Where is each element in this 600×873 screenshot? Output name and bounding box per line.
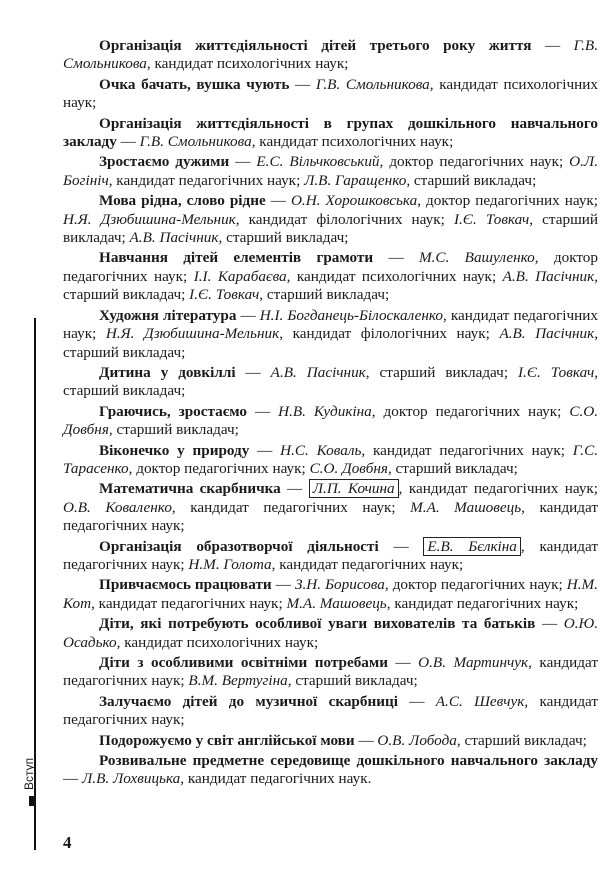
dash: — [245, 363, 261, 381]
author-name: О.В. Мартинчук [418, 654, 529, 671]
entry-end: ; [574, 594, 579, 612]
entry-end: ; [413, 672, 418, 690]
entry-title: Мова рідна, слово рідне [99, 192, 266, 210]
author-role: старший викладач [226, 229, 345, 247]
author-role: кандидат педагогічних наук [116, 171, 297, 189]
author-name: Н.В. Кудикіна [278, 402, 372, 420]
entry-end: ; [180, 517, 185, 535]
author-role: старший викладач [63, 382, 182, 400]
author-name: О.Н. Хорошковська [290, 192, 418, 210]
dash: — [120, 133, 136, 151]
contributor-entry: Мова рідна, слово рідне — О.Н. Хорошковська, доктор педагогічних наук; Н.Я. Дзюбишина-Мельник, кандидат філологічних наук; І.Є. Товкач, старший викладач; А.В. Пасічник, старший викладач; [63, 192, 599, 247]
author-role: кандидат педагогічних наук [372, 441, 561, 459]
author-name: Н.С. Коваль [280, 441, 362, 459]
author-name: Г.В. Смольникова [139, 133, 252, 151]
contributor-entry: Організація життєдіяльності дітей третього року життя — Г.В. Смольникова, кандидат психологічних наук; [63, 37, 598, 73]
author-name: Н.М. Кот [63, 576, 598, 612]
contributor-entry: Граючись, зростаємо — Н.В. Кудикіна, доктор педагогічних наук; С.О. Довбня, старший викладач; [63, 402, 599, 439]
dash: — [254, 402, 271, 420]
author-role: кандидат педагогічних наук [187, 770, 368, 788]
entry-end: ; [180, 711, 185, 729]
author-role: кандидат педагогічних наук [190, 498, 392, 516]
author-role: старший викладач [63, 286, 182, 304]
entry-title: Залучаємо дітей до музичної скарбниці [99, 692, 398, 710]
dash: — [63, 770, 79, 788]
dash: — [395, 654, 411, 671]
contributor-entry: Віконечко у природу — Н.С. Коваль, кандидат педагогічних наук; Г.С. Тарасенко, доктор педагогічних наук; С.О. Довбня, старший викладач; [63, 441, 599, 477]
entry-end: ; [384, 286, 390, 304]
author-name: О.В. Лобода [377, 731, 457, 749]
dash: — [240, 306, 256, 324]
author-role: кандидат психологічних наук [154, 55, 345, 73]
author-role: старший викладач [395, 459, 514, 477]
contributor-entry: Розвивальне предметне середовище дошкільного навчального закладу — Л.В. Лохвицька, кандидат педагогічних наук. [63, 752, 598, 788]
contributors-list [63, 37, 598, 791]
author-role: кандидат педагогічних наук [63, 654, 599, 690]
author-name: Н.І. Богданець-Білоскаленко [259, 306, 444, 324]
dash: — [541, 615, 558, 633]
author-role: кандидат філологічних наук [292, 325, 486, 343]
entry-end: ; [181, 343, 186, 361]
entry-title: Подорожуємо у світ англійської мови [99, 731, 355, 749]
author-role: кандидат психологічних наук [296, 267, 492, 285]
author-role: старший викладач [63, 210, 599, 247]
author-role: старший викладач [295, 672, 414, 690]
author-name: Н.М. Голота [188, 555, 272, 573]
author-name: І.Є. Товкач [189, 286, 260, 304]
contributor-entry: Діти з особливими освітніми потребами — О.В. Мартинчук, кандидат педагогічних наук; В.М. Вертугіна, старший викладач; [63, 654, 599, 690]
entry-end: ; [344, 55, 349, 73]
author-name: О.Л. Богініч [63, 153, 599, 189]
entry-title: Віконечко у природу [99, 441, 250, 459]
dash: — [544, 37, 561, 54]
author-role: кандидат педагогічних наук [63, 692, 599, 729]
author-role: доктор педагогічних наук [389, 153, 559, 171]
author-name: А.С. Шевчук [435, 692, 525, 710]
author-name: І.Є. Товкач [518, 363, 595, 381]
author-role: кандидат педагогічних наук [279, 555, 460, 573]
author-name: С.О. Довбня [309, 459, 388, 477]
entry-title: Математична скарбничка [99, 480, 281, 498]
contributor-entry: Очка бачать, вушка чують — Г.В. Смольникова, кандидат психологічних наук; [63, 75, 598, 112]
author-name: О.Ю. Осадько [63, 615, 599, 651]
author-role: старший викладач [379, 363, 504, 381]
dash: — [393, 537, 409, 555]
author-role: старший викладач [266, 286, 385, 304]
entry-title: Зростаємо дужими [99, 153, 230, 171]
author-role: старший викладач [116, 421, 235, 439]
dash: — [275, 576, 291, 594]
entry-title: Навчання дітей елементів грамоти [99, 249, 374, 267]
author-role: старший викладач [413, 171, 533, 189]
author-name: З.Н. Борисова [294, 576, 385, 594]
author-role: кандидат психологічних наук [259, 133, 450, 151]
entry-end: ; [181, 382, 186, 400]
dash: — [287, 480, 303, 498]
entry-end: ; [582, 731, 587, 749]
entry-end: ; [92, 94, 97, 112]
author-role: доктор педагогічних наук [383, 402, 558, 420]
section-label: Вступ [22, 757, 36, 790]
author-role: кандидат психологічних наук [63, 75, 598, 112]
dash: — [270, 192, 286, 210]
author-role: кандидат педагогічних наук [394, 594, 575, 612]
entry-end: ; [313, 633, 319, 651]
entry-end: ; [234, 421, 239, 439]
contributor-entry: Математична скарбничка — Л.П. Кочина , кандидат педагогічних наук; О.В. Коваленко, кандидат педагогічних наук; М.А. Машовець, кандидат педагогічних наук; [63, 480, 599, 535]
author-role: кандидат педагогічних наук [63, 306, 599, 343]
author-role: кандидат педагогічних наук [63, 537, 599, 573]
author-role: доктор педагогічних наук [426, 192, 594, 210]
entry-title: Організація образотворчої діяльності [99, 537, 379, 555]
dash: — [235, 153, 251, 171]
contributor-entry: Подорожуємо у світ англійської мови — О.В. Лобода, старший викладач; [99, 731, 587, 749]
entry-end: ; [449, 133, 454, 151]
entry-title: Очка бачать, вушка чують [99, 75, 290, 93]
author-name: А.В. Пасічник [499, 325, 595, 343]
dash: — [388, 249, 404, 267]
author-name: Н.Я. Дзюбишина-Мельник [63, 210, 236, 228]
author-name: Е.С. Вільчковський [256, 153, 380, 171]
author-name: Г.В. Смольникова [315, 75, 430, 93]
entry-title: Граючись, зростаємо [99, 402, 248, 420]
page-number: 4 [63, 833, 72, 852]
contributor-entry: Організація життєдіяльності в групах дошкільного навчального закладу — Г.В. Смольникова, кандидат психологічних наук; [63, 114, 598, 151]
entry-title: Привчаємось працювати [99, 576, 272, 594]
dash: — [358, 731, 374, 749]
author-name: О.В. Коваленко [63, 498, 172, 516]
author-name: А.В. Пасічник [270, 363, 366, 381]
entry-end: ; [532, 171, 537, 189]
entry-title: Дитина у довкіллі [99, 363, 236, 381]
entry-end: ; [344, 229, 349, 247]
contributor-entry: Привчаємось працювати — З.Н. Борисова, доктор педагогічних наук; Н.М. Кот, кандидат педагогічних наук; М.А. Машовець, кандидат педагогічних наук; [63, 576, 598, 612]
author-role: кандидат педагогічних наук [63, 498, 599, 535]
contributor-entry: Діти, які потребують особливої уваги вихователів та батьків — О.Ю. Осадько, кандидат психологічних наук; [63, 615, 599, 651]
contributor-entry: Навчання дітей елементів грамоти — М.С. Вашуленко, доктор педагогічних наук; І.І. Карабаєва, кандидат психологічних наук; А.В. Пасічник, старший викладач; І.Є. Товкач, старший викладач; [63, 249, 598, 304]
author-name: М.А. Машовець [410, 498, 522, 516]
author-role: кандидат педагогічних наук [98, 594, 279, 612]
author-role: старший викладач [464, 731, 583, 749]
entry-end: ; [459, 555, 464, 573]
author-name: А.В. Пасічник [502, 267, 595, 285]
author-name: С.О. Довбня [63, 402, 599, 439]
entry-title: Діти, які потребують особливої уваги вихователів та батьків [99, 615, 536, 633]
entry-title: Розвивальне предметне середовище дошкільного навчального закладу [99, 752, 598, 770]
author-name: Л.В. Лохвицька [81, 770, 181, 788]
author-name: А.В. Пасічник [129, 229, 219, 247]
entry-title: Організація життєдіяльності дітей третього року життя [99, 37, 532, 54]
author-name: В.М. Вертугіна [188, 672, 288, 690]
contributor-entry: Художня література — Н.І. Богданець-Білоскаленко, кандидат педагогічних наук; Н.Я. Дзюбишина-Мельник, кандидат філологічних наук; А.В. Пасічник, старший викладач; [63, 306, 599, 361]
dash: — [409, 692, 425, 710]
entry-title: Діти з особливими освітніми потребами [99, 654, 388, 671]
entry-end: . [367, 770, 372, 788]
author-role: доктор педагогічних наук [63, 249, 598, 285]
contributor-entry: Зростаємо дужими — Е.С. Вільчковський, доктор педагогічних наук; О.Л. Богініч, кандидат педагогічних наук; Л.В. Гаращенко, старший викладач; [63, 153, 599, 189]
author-name: Л.В. Гаращенко [304, 171, 407, 189]
author-name-boxed: Е.В. Бєлкіна [423, 537, 521, 556]
entry-title: Художня література [99, 306, 237, 324]
dash: — [257, 441, 273, 459]
entry-end: ; [513, 459, 518, 477]
author-name: Г.В. Смольникова [63, 37, 598, 73]
author-role: доктор педагогічних наук [136, 459, 302, 477]
author-name: Г.С. Тарасенко [63, 441, 599, 477]
author-role: старший викладач [63, 343, 182, 361]
contributor-entry: Організація образотворчої діяльності — Е.В. Бєлкіна , кандидат педагогічних наук; Н.М. Голота, кандидат педагогічних наук; [63, 537, 599, 573]
author-role: доктор педагогічних наук [392, 576, 559, 594]
section-marker [29, 796, 36, 806]
author-name-boxed: Л.П. Кочина [309, 479, 399, 498]
entry-title: Організація життєдіяльності в групах дошкільного навчального закладу [63, 114, 598, 151]
author-name: І.І. Карабаєва [193, 267, 287, 285]
author-name: Н.Я. Дзюбишина-Мельник [105, 325, 280, 343]
author-role: кандидат філологічних наук [248, 210, 441, 228]
dash: — [295, 75, 311, 93]
author-name: І.Є. Товкач [453, 210, 530, 228]
author-name: М.С. Вашуленко [418, 249, 535, 267]
author-role: кандидат педагогічних наук [408, 480, 594, 498]
contributor-entry: Дитина у довкіллі — А.В. Пасічник, старший викладач; І.Є. Товкач, старший викладач; [63, 363, 599, 400]
author-name: М.А. Машовець [286, 594, 387, 612]
author-role: кандидат психологічних наук [124, 633, 314, 651]
contributor-entry: Залучаємо дітей до музичної скарбниці — А.С. Шевчук, кандидат педагогічних наук; [63, 692, 599, 729]
